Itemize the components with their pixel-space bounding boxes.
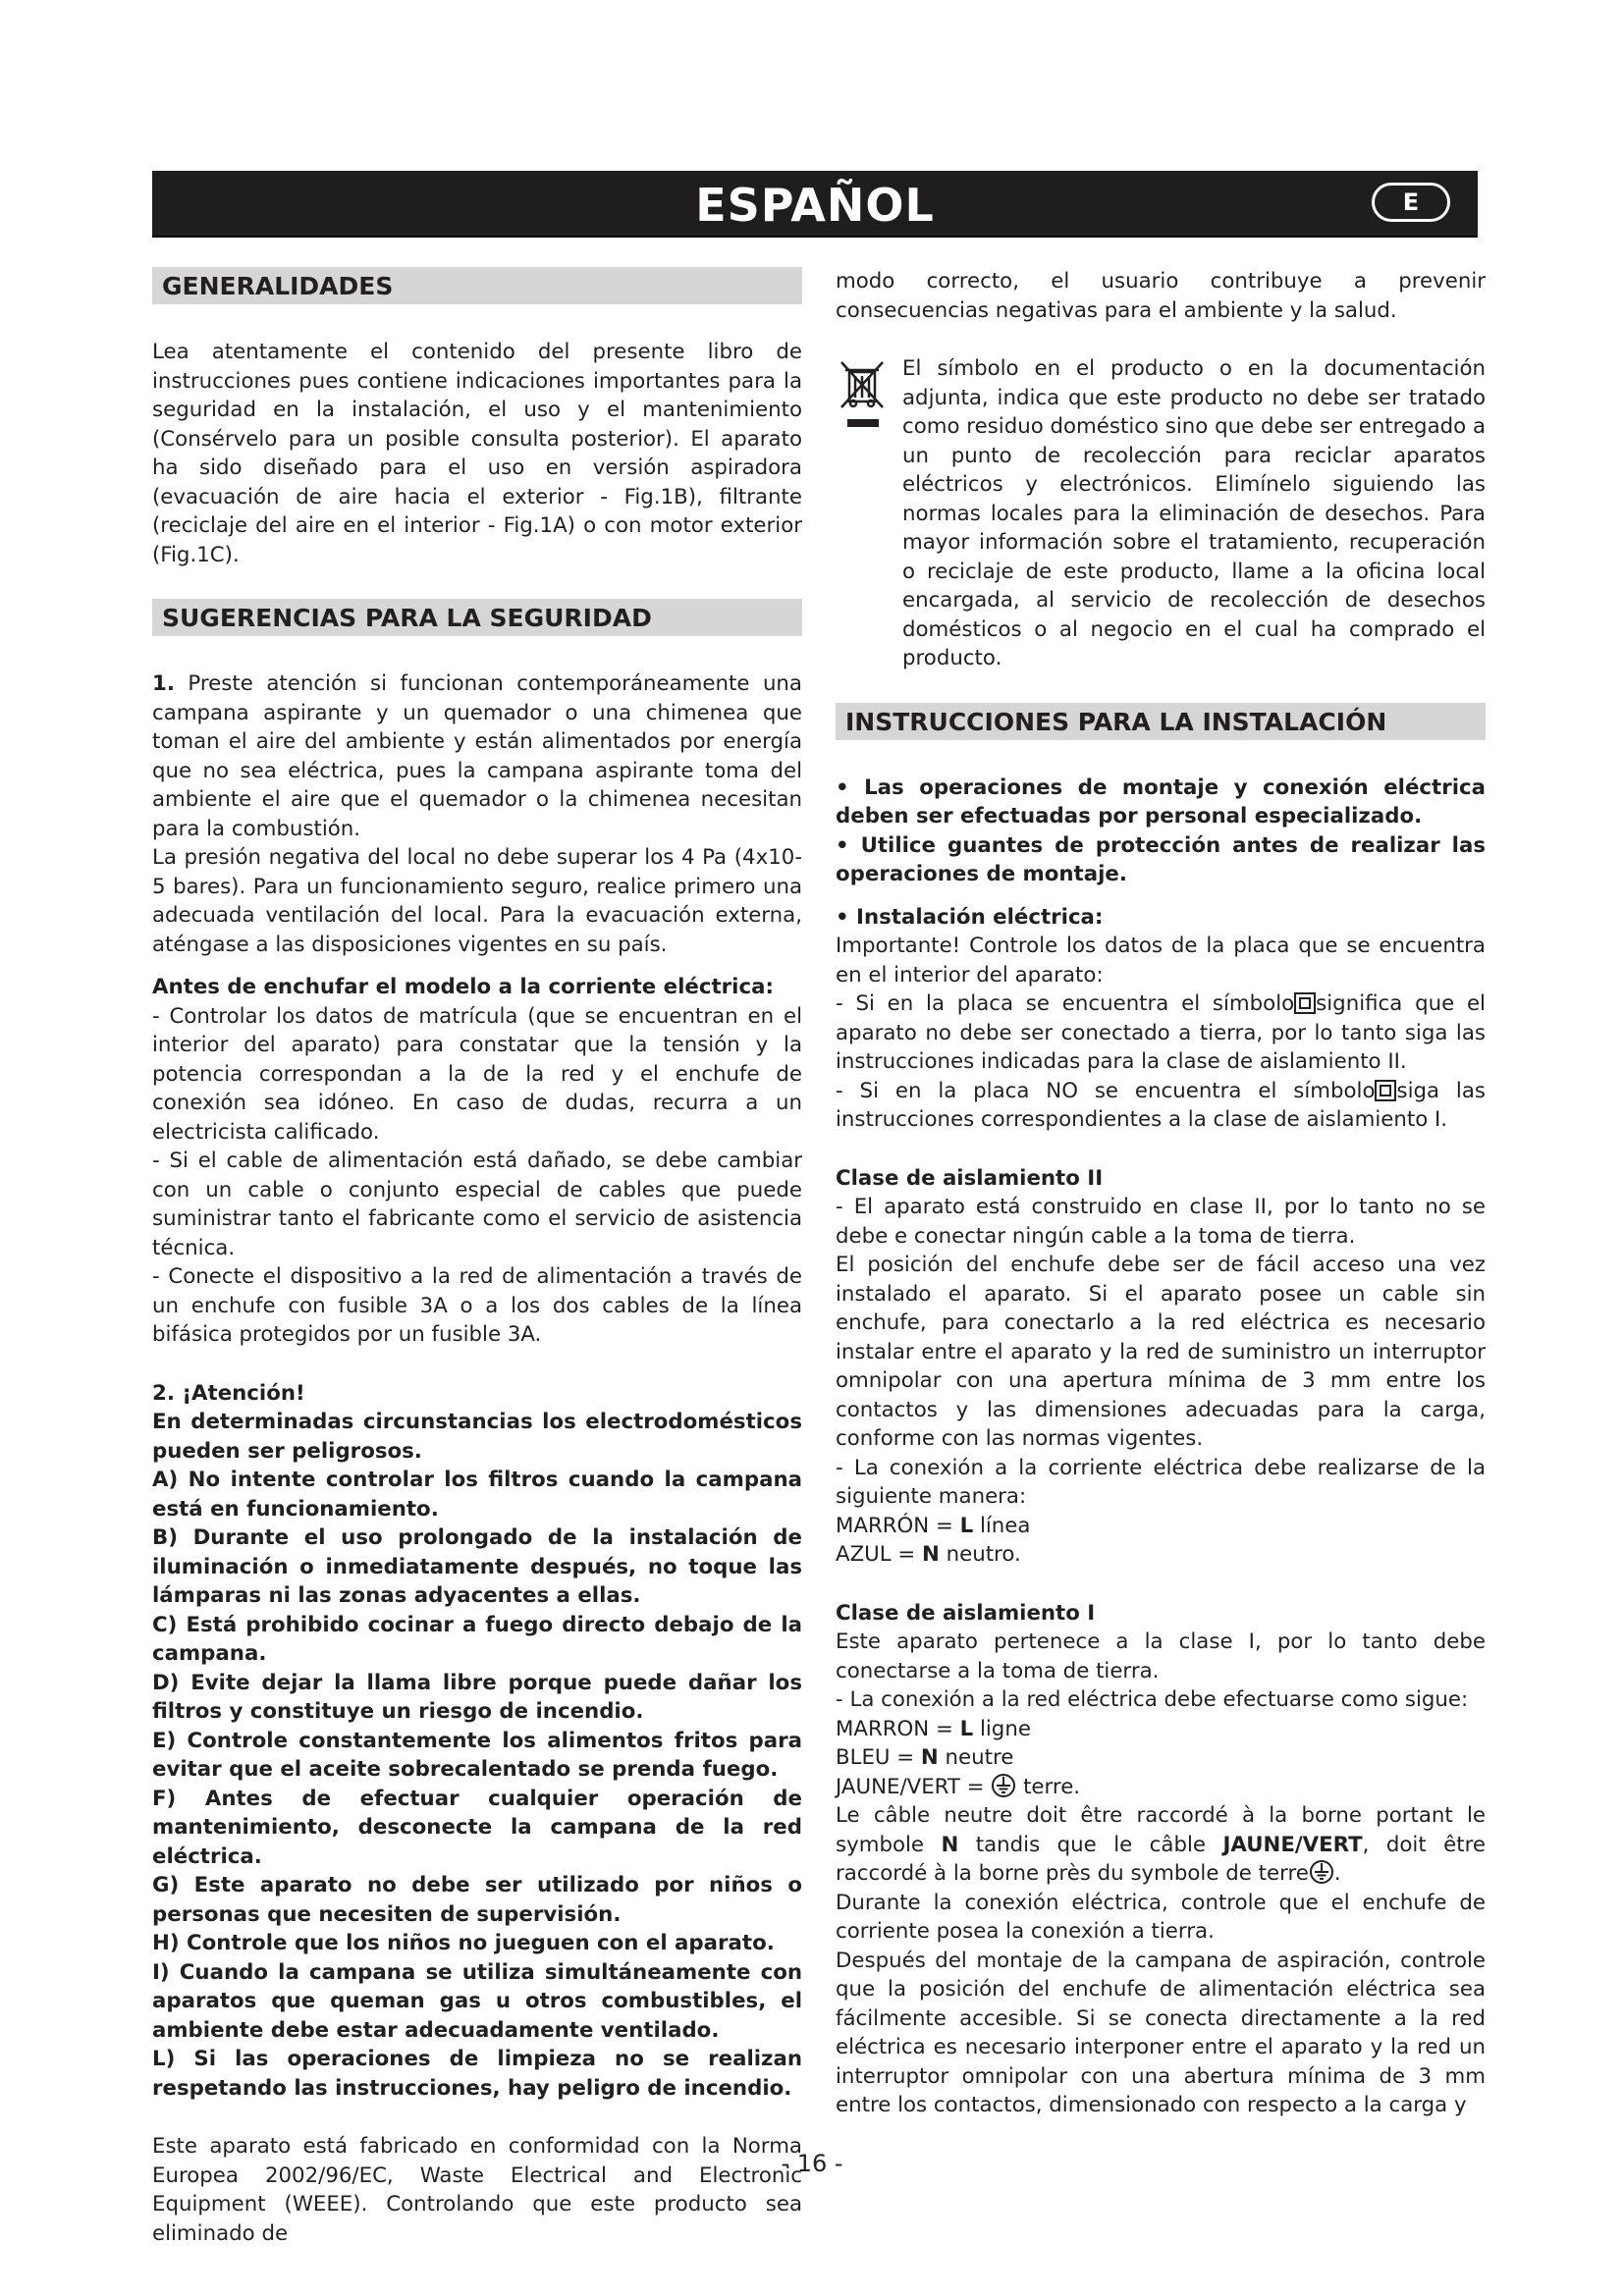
- subheading-antes: Antes de enchufar el modelo a la corriente eléctrica:: [152, 975, 774, 999]
- paragraph-clase2-2: El posición del enchufe debe ser de fácil acceso una vez instalado el aparato. Si el aparato posee un cable sin enchufe, para conectarlo a la red eléctrica es necesario instalar entre el aparato y la red de suministro un interruptor omnipolar con una apertura mínima de 3 mm entre los contactos y las dimensiones adecuadas para la carga, conforme con las normas vigentes.: [836, 1253, 1486, 1451]
- paragraph-despues: Después del montaje de la campana de aspiración, controle que la posición del enchufe de alimentación eléctrica sea fácilmente accesible. Si se conecta directamente a la red eléctrica es necesario interponer entre el aparato y la red un interruptor omnipolar con una abertura mínima de 3 mm entre los contactos, dimensionado con respecto a la carga y: [836, 1948, 1486, 2117]
- left-column: [152, 267, 802, 2248]
- paragraph-clase2-1: - El aparato está construido en clase II, por lo tanto no se debe e conectar ningún cable a la toma de tierra.: [836, 1195, 1486, 1249]
- wire-azul: AZUL = N neutro.: [836, 1542, 1021, 1567]
- earth-ground-icon: [1309, 1859, 1334, 1885]
- paragraph-elec-3: - Si en la placa NO se encuentra el símbolo siga las instrucciones correspondientes a la clase de aislamiento I.: [836, 1078, 1486, 1132]
- atencion-line: F) Antes de efectuar cualquier operación de mantenimiento, desconecte la campana de la red eléctrica.: [152, 1786, 802, 1869]
- language-badge: E: [1372, 183, 1450, 222]
- subheading-clase-1: Clase de aislamiento I: [836, 1600, 1096, 1626]
- heading-generalidades: GENERALIDADES: [152, 267, 802, 304]
- atencion-line: I) Cuando la campana se utiliza simultáneamente con aparatos que queman gas u otros combustibles, el ambiente debe estar adecuadamente ventilado.: [152, 1959, 802, 2043]
- subheading-clase-2: Clase de aislamiento II: [836, 1165, 1104, 1191]
- atencion-line: D) Evite dejar la llama libre porque puede dañar los filtros y constituye un riesgo de incendio.: [152, 1670, 802, 1724]
- atencion-line: L) Si las operaciones de limpieza no se realizan respetando las instrucciones, hay peligro de incendio.: [152, 2047, 802, 2101]
- wire-bleu: BLEU = N neutre: [836, 1745, 1014, 1770]
- wire-jaune-vert: JAUNE/VERT = terre.: [836, 1774, 1081, 1799]
- paragraph-continuation: modo correcto, el usuario contribuye a prevenir consecuencias negativas para el ambiente y la salud.: [836, 269, 1486, 323]
- bullet-montaje: • Las operaciones de montaje y conexión eléctrica deben ser efectuadas por personal especializado.: [836, 774, 1486, 828]
- language-banner: [152, 171, 1478, 238]
- wire-marron-fr: MARRON = L ligne: [836, 1716, 1031, 1741]
- paragraph-seguridad-1: 1. Preste atención si funcionan contemporáneamente una campana aspirante y un quemador o una chimenea que toman el aire del ambiente y están alimentados por energía que no sea eléctrica, pues la campana aspirante toma del ambiente el aire que el quemador o la chimenea necesitan para la combustión.: [152, 671, 802, 841]
- paragraph-antes-1: - Controlar los datos de matrícula (que se encuentran en el interior del aparato) para constatar que la tensión y la potencia correspondan a la de la red y el enchufe de conexión sea idóneo. En caso de dudas, recurra a un electricista calificado.: [152, 1003, 802, 1145]
- paragraph-antes-2: - Si el cable de alimentación está dañado, se debe cambiar con un cable o conjunto especial de cables que puede suministrar tanto el fabricante como el servicio de asistencia técnica.: [152, 1148, 802, 1260]
- heading-seguridad: SUGERENCIAS PARA LA SEGURIDAD: [152, 599, 802, 636]
- crossed-bin-icon: [836, 354, 894, 673]
- item-number: 1.: [152, 671, 175, 696]
- paragraph-seguridad-2: La presión negativa del local no debe superar los 4 Pa (4x10-5 bares). Para un funcionamiento seguro, realice primero una adecuada ventilación del local. Para la evacuación externa, aténgase a las disposiciones vigentes en su país.: [152, 845, 802, 957]
- paragraph-norma: Este aparato está fabricado en conformidad con la Norma Europea 2002/96/EC, Waste Electrical and Electronic Equipment (WEEE). Controlando que este producto sea eliminado de: [152, 2134, 802, 2246]
- double-insulation-icon: [1294, 992, 1316, 1014]
- right-column: [836, 267, 1486, 2120]
- weee-block: [836, 354, 1486, 673]
- paragraph-generalidades: Lea atentamente el contenido del presente libro de instrucciones pues contiene indicaciones importantes para la seguridad en la instalación, el uso y el mantenimiento (Consérvelo para un posible consulta posterior). El aparato ha sido diseñado para el uso en versión aspiradora (evacuación de aire hacia el exterior - Fig.1B), filtrante (reciclaje del aire en el interior - Fig.1A) o con motor exterior (Fig.1C).: [152, 340, 802, 567]
- atencion-line: C) Está prohibido cocinar a fuego directo debajo de la campana.: [152, 1612, 802, 1666]
- atencion-line: B) Durante el uso prolongado de la instalación de iluminación o inmediatamente después, no toque las lámparas ni las zonas adyacentes a ellas.: [152, 1525, 802, 1608]
- paragraph-durante: Durante la conexión eléctrica, controle que el enchufe de corriente posea la conexión a tierra.: [836, 1890, 1486, 1944]
- paragraph-cable-neutre: Le câble neutre doit être raccordé à la borne portant le symbole N tandis que le câble JAUNE/VERT, doit être raccordé à la borne près du symbole de terre .: [836, 1803, 1486, 1886]
- paragraph-weee: El símbolo en el producto o en la documentación adjunta, indica que este producto no debe ser tratado como residuo doméstico sino que debe ser entregado a un punto de recolección para reciclar aparatos eléctricos y electrónicos. Elimínelo siguiendo las normas locales para la eliminación de desechos. Para mayor información sobre el tratamiento, recuperación o reciclaje de este producto, llame a la oficina local encargada, al servicio de recolección de desechos domésticos o al negocio en el cual ha comprado el producto.: [902, 356, 1486, 670]
- atencion-line: H) Controle que los niños no jueguen con el aparato.: [152, 1931, 775, 1955]
- double-insulation-icon: [1375, 1080, 1396, 1101]
- atencion-line: E) Controle constantemente los alimentos fritos para evitar que el aceite sobrecalentado se prenda fuego.: [152, 1728, 802, 1782]
- paragraph-antes-3: - Conecte el dispositivo a la red de alimentación a través de un enchufe con fusible 3A o a los dos cables de la línea bifásica protegidos por un fusible 3A.: [152, 1264, 802, 1347]
- atencion-line: En determinadas circunstancias los electrodomésticos pueden ser peligrosos.: [152, 1410, 802, 1464]
- paragraph-clase1-1: Este aparato pertenece a la clase I, por lo tanto debe conectarse a la toma de tierra.: [836, 1629, 1486, 1683]
- earth-ground-icon: [991, 1773, 1016, 1798]
- subheading-instalacion-electrica: • Instalación eléctrica:: [836, 904, 1104, 930]
- page-number: - 16 -: [781, 2150, 843, 2177]
- atencion-line: 2. ¡Atención!: [152, 1380, 305, 1406]
- atencion-line: A) No intente controlar los filtros cuando la campana está en funcionamiento.: [152, 1468, 802, 1522]
- paragraph-elec-1: Importante! Controle los datos de la placa que se encuentra en el interior del aparato:: [836, 934, 1486, 988]
- paragraph-clase2-3: - La conexión a la corriente eléctrica debe realizarse de la siguiente manera:: [836, 1455, 1486, 1509]
- paragraph-clase1-2: - La conexión a la red eléctrica debe efectuarse como sigue:: [836, 1687, 1469, 1712]
- heading-instalacion: INSTRUCCIONES PARA LA INSTALACIÓN: [836, 703, 1486, 740]
- banner-title: ESPAÑOL: [695, 179, 935, 232]
- wire-marron: MARRÓN = L línea: [836, 1513, 1031, 1538]
- bullet-guantes: • Utilice guantes de protección antes de realizar las operaciones de montaje.: [836, 832, 1486, 886]
- paragraph-elec-2: - Si en la placa se encuentra el símbolo significa que el aparato no debe ser conectado a tierra, por lo tanto siga las instrucciones indicadas para la clase de aislamiento II.: [836, 991, 1486, 1074]
- atencion-line: G) Este aparato no debe ser utilizado por niños o personas que necesiten de supervisión.: [152, 1873, 802, 1927]
